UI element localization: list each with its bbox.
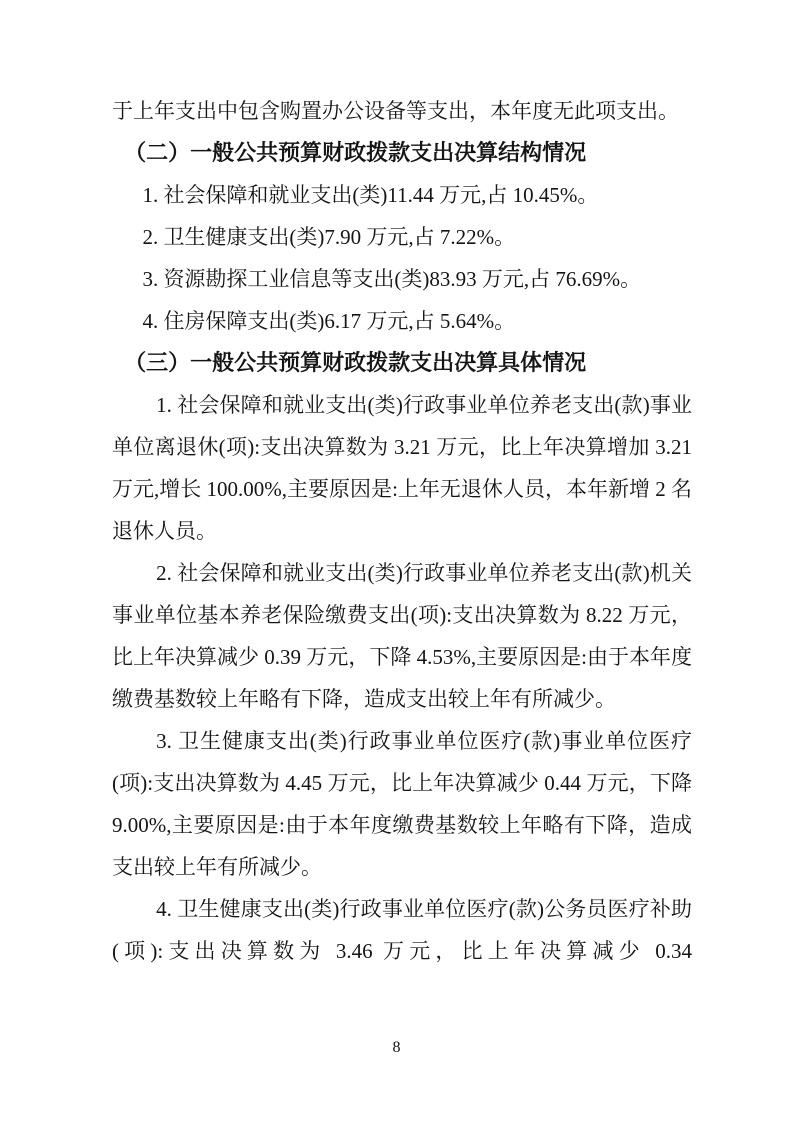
detail-paragraph-1: 1. 社会保障和就业支出(类)行政事业单位养老支出(款)事业单位离退休(项):支出决算数为 3.21 万元，比上年决算增加 3.21 万元,增长 100.00%,主要原因是:上年无退休人员，本年新增 2 名退休人员。 xyxy=(112,393,692,543)
detail-paragraph-4: 4. 卫生健康支出(类)行政事业单位医疗(款)公务员医疗补助(项):支出决算数为 3.46 万元，比上年决算减少 0.34 xyxy=(112,897,692,963)
list-item-4: 4. 住房保障支出(类)6.17 万元,占 5.64%。 xyxy=(142,309,516,333)
section-heading-2: （二）一般公共预算财政拨款支出决算结构情况 xyxy=(124,140,587,165)
page-number: 8 xyxy=(392,1039,401,1056)
detail-paragraph-3: 3. 卫生健康支出(类)行政事业单位医疗(款)事业单位医疗(项):支出决算数为 4.45 万元，比上年决算减少 0.44 万元，下降 9.00%,主要原因是:由于本年度缴费基数较上年略有下降，造成支出较上年有所减少。 xyxy=(112,729,692,879)
section-heading-3: （三）一般公共预算财政拨款支出决算具体情况 xyxy=(124,350,587,375)
list-item-2: 2. 卫生健康支出(类)7.90 万元,占 7.22%。 xyxy=(142,225,516,249)
detail-paragraph-2: 2. 社会保障和就业支出(类)行政事业单位养老支出(款)机关事业单位基本养老保险缴费支出(项):支出决算数为 8.22 万元，比上年决算减少 0.39 万元，下降 4.53%,主要原因是:由于本年度缴费基数较上年略有下降，造成支出较上年有所减少。 xyxy=(112,561,692,711)
list-item-1: 1. 社会保障和就业支出(类)11.44 万元,占 10.45%。 xyxy=(142,183,599,207)
paragraph-continuation: 于上年支出中包含购置办公设备等支出，本年度无此项支出。 xyxy=(112,99,679,123)
list-item-3: 3. 资源勘探工业信息等支出(类)83.93 万元,占 76.69%。 xyxy=(142,267,642,291)
document-body xyxy=(112,90,692,972)
